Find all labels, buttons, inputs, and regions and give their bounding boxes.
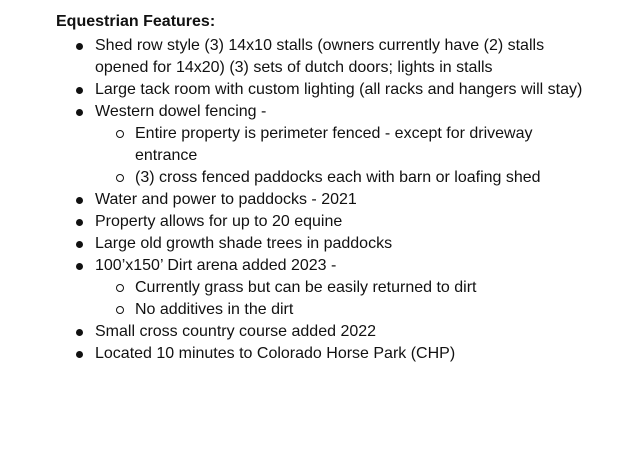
sub-list-item [0, 299, 640, 321]
list-item-text: Small cross country course added 2022 [95, 323, 377, 340]
list-item-text: Western dowel fencing - [95, 103, 267, 120]
list-item [0, 211, 640, 233]
bullet-icon [76, 35, 88, 57]
hollow-bullet-icon [116, 167, 128, 189]
bullet-icon [76, 233, 88, 255]
list-item-text: Large tack room with custom lighting (all racks and hangers will stay) [95, 81, 583, 98]
bullet-icon [76, 321, 88, 343]
hollow-bullet-icon [116, 277, 128, 299]
sub-list [95, 277, 596, 321]
bullet-icon [76, 255, 88, 277]
list-item [0, 233, 640, 255]
sub-list-item [0, 277, 640, 299]
sub-list-item-text: Entire property is perimeter fenced - except for driveway entrance [135, 125, 533, 164]
list-item-text: Property allows for up to 20 equine [95, 213, 343, 230]
list-item-text: 100’x150’ Dirt arena added 2023 - [95, 257, 337, 274]
sub-list-item-text: Currently grass but can be easily returned to dirt [135, 279, 477, 296]
sub-list-item [0, 123, 640, 167]
sub-list-item [0, 167, 640, 189]
sub-list-item-text: No additives in the dirt [135, 301, 294, 318]
list-item [0, 343, 640, 365]
list-item-text: Large old growth shade trees in paddocks [95, 235, 393, 252]
bullet-icon [76, 79, 88, 101]
hollow-bullet-icon [116, 123, 128, 145]
list-item [0, 321, 640, 343]
section-heading: Equestrian Features: [56, 13, 216, 30]
list-item [0, 79, 640, 101]
list-item [0, 101, 640, 189]
hollow-bullet-icon [116, 299, 128, 321]
sub-list [95, 123, 596, 189]
sub-list-item-text: (3) cross fenced paddocks each with barn or loafing shed [135, 169, 541, 186]
list-item-text: Water and power to paddocks - 2021 [95, 191, 357, 208]
bullet-icon [76, 343, 88, 365]
features-list [0, 35, 640, 365]
list-item [0, 255, 640, 321]
list-item [0, 35, 640, 79]
list-item-text: Shed row style (3) 14x10 stalls (owners currently have (2) stalls opened for 14x20) (3) sets of dutch doors; lights in stalls [95, 37, 545, 76]
bullet-icon [76, 101, 88, 123]
bullet-icon [76, 211, 88, 233]
list-item [0, 189, 640, 211]
bullet-icon [76, 189, 88, 211]
list-item-text: Located 10 minutes to Colorado Horse Park (CHP) [95, 345, 456, 362]
